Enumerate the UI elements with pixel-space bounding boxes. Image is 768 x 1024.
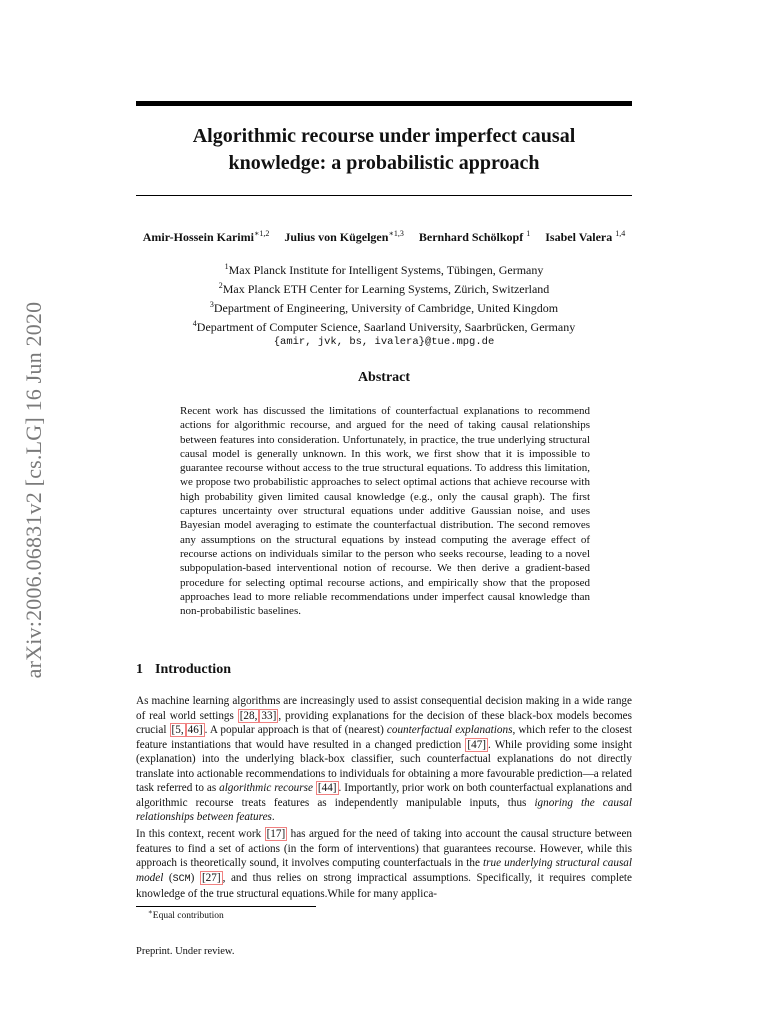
section-title: Introduction bbox=[155, 662, 231, 677]
affiliations bbox=[136, 259, 632, 350]
author: Bernhard Schölkopf $^1$ bbox=[418, 229, 531, 244]
abstract-text: Recent work has discussed the limitations of counterfactual explanations to recommend actions for algorithmic recourse, and argued for the need of taking causal relationships between features into consideration. Unfortunately, in practice, the true underlying structural causal model is generally unknown. In this work, we first show that it is impossible to guarantee recourse without access to the true structural equations. To address this limitation, we propose two probabilistic approaches to select optimal actions that achieve recourse with high probability given limited causal knowledge (e.g., only the causal graph). The first captures uncertainty over structural equations under additive Gaussian noise, and uses Bayesian model averaging to estimate the counterfactual distribution. The second removes any assumptions on the structural equations by instead computing the average effect of recourse actions on individuals similar to the person who seeks recourse, leading to a novel subpopulation-based interventional notion of recourse. We then derive a gradient-based procedure for selecting optimal recourse actions, and empirically show that the proposed approaches lead to more reliable recommendations under imperfect causal knowledge than non-probabilistic baselines. bbox=[180, 405, 590, 618]
citation-link[interactable]: [17] bbox=[266, 828, 286, 840]
intro-paragraph-1: As machine learning algorithms are increasingly used to assist consequential decision making in a wide range of real world settings [28, 33] , providing explanations for the decision of these black-box models becomes crucial [5, 46] . A popular approach is that of (nearest) counterfactual explanations, which refer to the closest feature instantiations that would have resulted in a changed prediction [47] . While providing some insight (explanation) into the underlying black-box classifier, such counterfactual explanations do not directly translate into actionable recommendations to individuals for obtaining a more favourable prediction—a related task referred to as algorithmic recourse [44] . Importantly, prior work on both counterfactual explanations and algorithmic recourse treats features as independently manipulable inputs, thus ignoring the causal relationships between features. bbox=[136, 695, 633, 823]
footnote: ∗Equal contribution bbox=[148, 908, 224, 922]
arxiv-id: arXiv:2006.06831v2 [cs.LG] 16 Jun 2020 bbox=[21, 301, 46, 679]
citation-link[interactable]: 33] bbox=[261, 709, 277, 722]
title-bottom-rule bbox=[136, 195, 632, 196]
author-list bbox=[136, 229, 632, 245]
intro-paragraph-2: In this context, recent work [17] has argued for the need of taking into account the causal structure between features to find a set of actions (in the form of interventions) that guarantees recourse. However, while this approach is theoretically sound, it involves computing counterfactuals in the true underlying structural causal model (SCM) [27] , and thus relies on strong impractical assumptions. Specifically, it requires complete knowledge of the true structural equations.While for many applica- bbox=[136, 828, 633, 900]
citation-link[interactable]: [47] bbox=[467, 738, 487, 751]
section-number: 1 bbox=[136, 662, 143, 677]
title-top-rule bbox=[136, 101, 632, 106]
citation-link[interactable]: 46] bbox=[187, 724, 203, 736]
affiliation: $^3$Department of Engineering, University of Cambridge, United Kingdom bbox=[209, 300, 559, 315]
preprint-note: Preprint. Under review. bbox=[136, 946, 235, 957]
author: Julius von Kügelgen$^{∗1,3}$ bbox=[284, 229, 404, 244]
footnote-rule bbox=[136, 906, 316, 907]
author: Amir-Hossein Karimi$^{∗1,2}$ bbox=[142, 229, 270, 244]
affiliation: $^2$Max Planck ETH Center for Learning Systems, Zürich, Switzerland bbox=[218, 281, 550, 296]
paper-title bbox=[136, 123, 632, 177]
title-line-1: Algorithmic recourse under imperfect causal bbox=[192, 125, 576, 147]
citation-link[interactable]: [44] bbox=[317, 782, 337, 794]
author: Isabel Valera $^{1,4}$ bbox=[545, 229, 626, 244]
affiliation: $^4$Department of Computer Science, Saarland University, Saarbrücken, Germany bbox=[192, 319, 576, 334]
citation-link[interactable]: [27] bbox=[201, 871, 221, 884]
title-line-2: knowledge: a probabilistic approach bbox=[228, 152, 540, 174]
section-heading bbox=[136, 662, 231, 678]
abstract-heading: Abstract bbox=[357, 370, 411, 385]
arxiv-stamp bbox=[14, 270, 54, 710]
affiliation: $^1$Max Planck Institute for Intelligent Systems, Tübingen, Germany bbox=[224, 262, 544, 277]
citation-link[interactable]: [5, bbox=[171, 724, 184, 736]
author-emails[interactable]: {amir, jvk, bs, ivalera}@tue.mpg.de bbox=[273, 336, 495, 348]
citation-link[interactable]: [28, bbox=[239, 709, 258, 722]
